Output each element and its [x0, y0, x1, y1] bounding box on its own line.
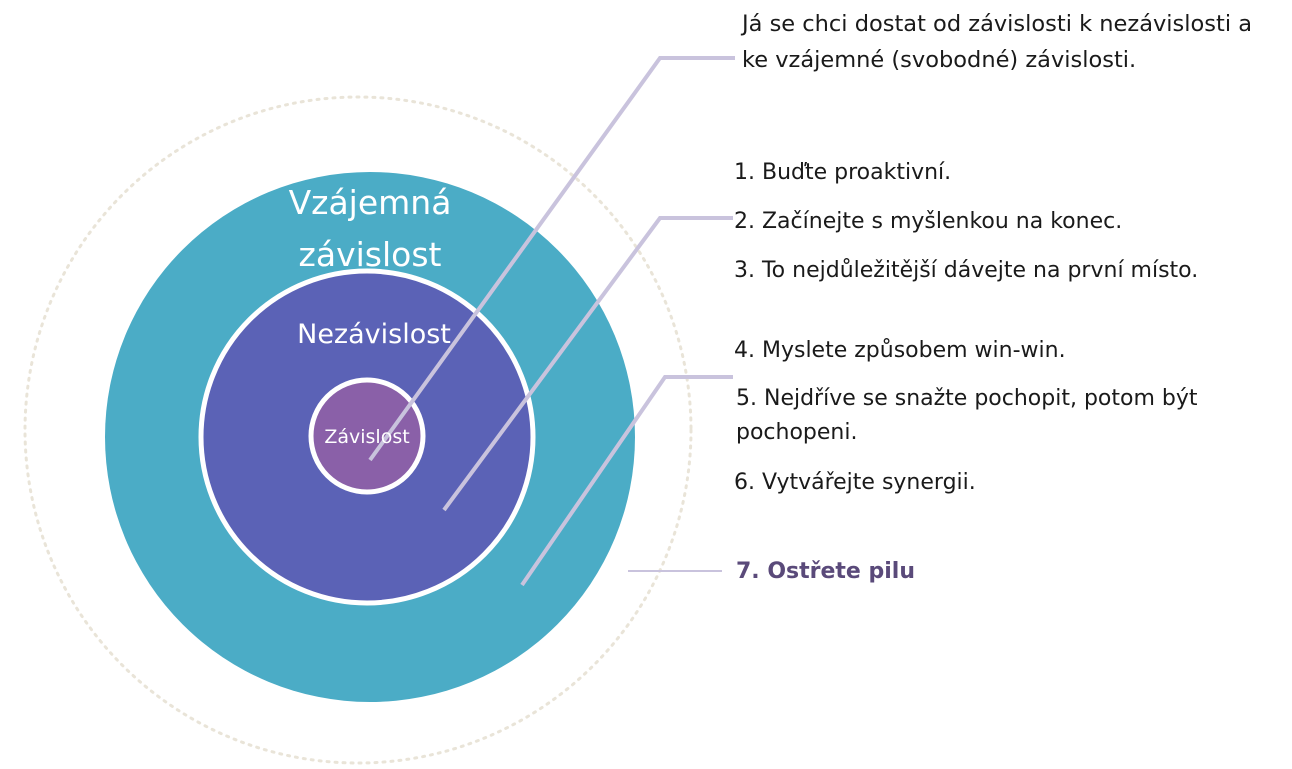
interdependence-label-line1: Vzájemná [288, 183, 452, 222]
habit-item-2: 2. Začínejte s myšlenkou na konec. [734, 209, 1123, 234]
intro-text: Já se chci dostat od závislosti k nezávislosti a ke vzájemné (svobodné) závislosti. [742, 11, 1253, 73]
dependence-label: Závislost [324, 426, 410, 448]
independence-label: Nezávislost [297, 319, 451, 350]
habit-item-3: 3. To nejdůležitější dávejte na první místo. [734, 258, 1199, 283]
habit-item-6: 6. Vytvářejte synergii. [734, 470, 976, 495]
habit-item-7: 7. Ostřete pilu [736, 559, 915, 584]
interdependence-label-line2: závislost [298, 235, 442, 274]
habit-item-5: 5. Nejdříve se snažte pochopit, potom být pochopeni. [736, 386, 1198, 445]
habit-item-1: 1. Buďte proaktivní. [734, 160, 952, 185]
habit-item-4: 4. Myslete způsobem win-win. [734, 338, 1066, 363]
